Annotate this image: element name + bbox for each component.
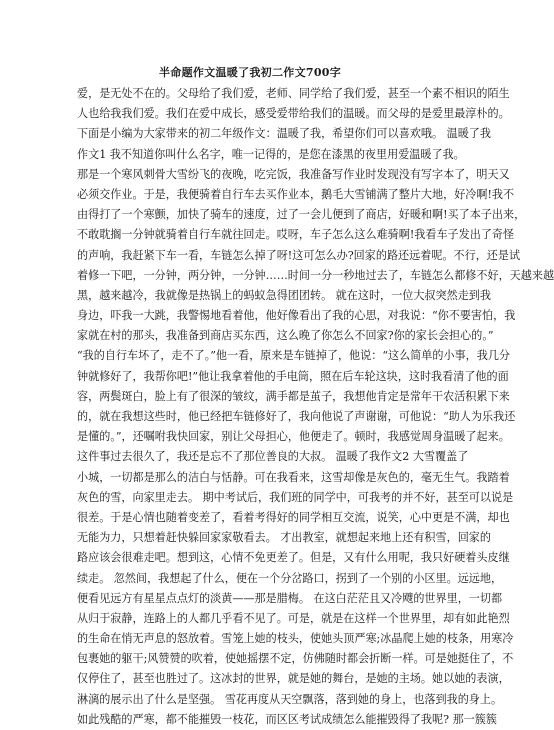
text-line: 从归于寂静，连路上的人都几乎看不见了。可是，就是在这样一个世界里，却有如此艳烈 (77, 611, 510, 625)
text-line: 下面是小编为大家带来的初二年级作文：温暖了我，希望你们可以喜欢哦。 温暖了我 (77, 127, 491, 141)
text-line: 是懂的。”，还嘱咐我快回家，别让父母担心，他便走了。顿时，我感觉周身温暖了起来。 (77, 430, 510, 444)
text-line: 身边，吓我一大跳，我警惕地看着他，他好像看出了我的心思，对我说：“你不要害怕，我 (77, 309, 516, 323)
text-line: 作文1 我不知道你叫什么名字，唯一记得的，是您在漆黑的夜里用爱温暖了我。 (77, 147, 465, 161)
text-line: 爱，是无处不在的。父母给了我们爱，老师、同学给了我们爱，甚至一个素不相识的陌生 (77, 87, 510, 100)
text-line: 人也给我我们爱。我们在爱中成长，感受爱带给我们的温暖。而父母的是爱里最淳朴的。 (77, 107, 510, 121)
text-line: 着修一下吧，一分钟，两分钟，一分钟……时间一分一秒地过去了，车链怎么都修不好，天越来越 (77, 268, 554, 282)
document-body (77, 84, 554, 730)
text-line: 那是一个寒风刺骨大雪纷飞的夜晚，吃完饭，我准备写作业时发现没有写字本了，明天又 (77, 167, 510, 181)
text-line: 仅停住了，甚至也胜过了。这冰封的世界，就是她的舞台，是她的主场。她以她的表演， (77, 672, 510, 686)
text-line: 的，就在我想这些时，他已经把车链修好了，我向他说了声谢谢，可他说：“助人为乐我还 (77, 410, 516, 423)
text-line: 如此残酷的严寒，都不能摧毁一枝花，而区区考试成绩怎么能摧毁得了我呢? 那一簇簇 (77, 712, 497, 726)
document-title: 半命题作文温暖了我初二作文700字 (158, 66, 342, 79)
text-line: 续走。 忽然间，我想起了什么，便在一个分岔路口，拐到了一个别的小区里。远远地， (77, 571, 503, 585)
text-line: 这件事过去很久了，我还是忘不了那位善良的大叔。 温暖了我作文2 大雪覆盖了 (77, 450, 469, 464)
text-line: 路应该会很难走吧。想到这，心情不免更差了。但是，又有什么用呢，我只好硬着头皮继 (77, 551, 510, 565)
text-line: 不敢耽搁一分钟就骑着自行车就往回走。哎呀，车子怎么这么难骑啊!我看车子发出了奇怪 (77, 228, 515, 242)
text-line: “我的自行车坏了，走不了。”他一看，原来是车链掉了，他说：“这么简单的小事，我几分 (77, 349, 511, 363)
text-line: 包裹她的躯干;风赞赞的吹着，使她摇摆不定，仿佛随时都会折断一样。可是她挺住了，不 (77, 652, 514, 666)
text-line: 必须交作业。于是，我便骑着自行车去买作业本，鹅毛大雪铺满了整片大地，好冷啊!我不 (77, 187, 515, 201)
text-line: 淋漓的展示出了什么是坚强。 雪花再度从天空飘落，落到她的身上，也落到我的身上。 (77, 692, 503, 706)
text-line: 便看见远方有星星点点灯的淡黄——那是腊梅。 在这白茫茫且又冷飕的世界里，一切都 (77, 591, 503, 605)
text-line: 由得打了一个寒颤，加快了骑车的速度，过了一会儿便到了商店，好暖和啊!买了本子出来， (77, 208, 526, 222)
text-line: 钟就修好了，我帮你吧!”他让我拿着他的手电筒，照在后车轮这块，这时我看清了他的面 (77, 369, 509, 383)
text-line: 小城，一切都是那么的洁白与恬静。可在我看来，这雪却像是灰色的，毫无生气。我踏着 (77, 470, 510, 484)
text-line: 的声响，我赶紧下车一看，车链怎么掉了呀!这可怎么办?回家的路还远着呢。不行，还是试 (77, 248, 521, 262)
text-line: 容，两鬓斑白，脸上有了很深的皱纹，满手都是茧子，我想他肯定是常年干农活积累下来 (77, 389, 510, 403)
text-line: 黑，越来越冷，我就像是热锅上的蚂蚁急得团团转。 就在这时，一位大叔突然走到我 (77, 288, 491, 302)
text-line: 灰色的雪，向家里走去。 期中考试后，我们班的同学中，可我考的并不好，甚至可以说是 (77, 490, 514, 504)
text-line: 家就在村的那头，我准备到商店买东西，这么晚了你怎么不回家?你的家长会担心的。” (77, 329, 494, 343)
text-line: 很差。于是心情也随着变差了，看着考得好的同学相互交流，说笑，心中更是不满，却也 (77, 510, 510, 524)
text-line: 无能为力，只想着赶快躲回家家敬看去。 才出教室，就想起来地上还有积雪，回家的 (77, 531, 491, 545)
text-line: 的生命在悄无声息的怒放着。雪笼上她的枝头，使她头顶严寒;冰晶爬上她的枝条，用寒冷 (77, 632, 514, 646)
